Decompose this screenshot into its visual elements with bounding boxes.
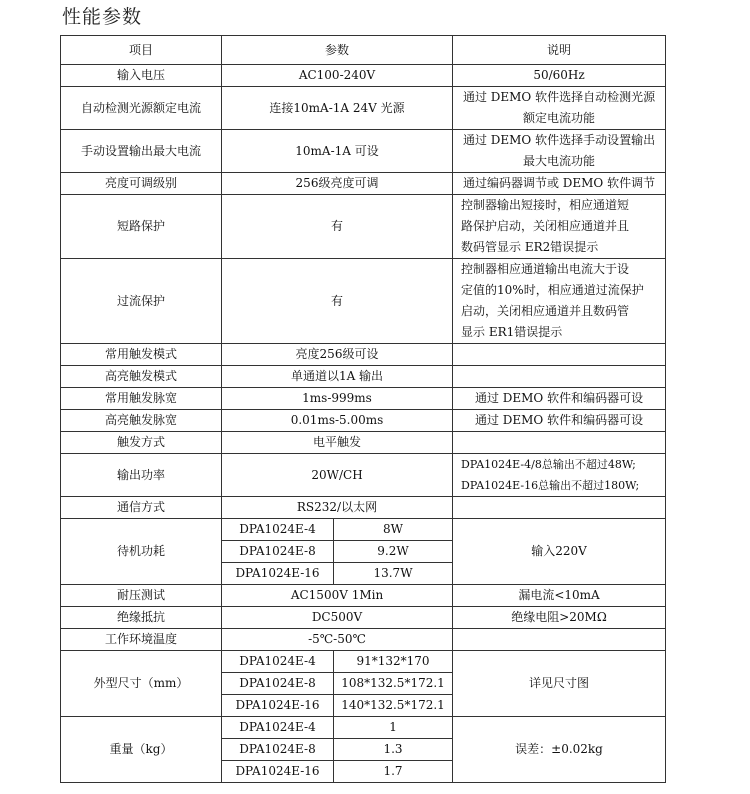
header-item: 项目 xyxy=(61,36,222,65)
row-param: DC500V xyxy=(222,607,453,629)
row-item: 自动检测光源额定电流 xyxy=(61,87,222,130)
row-item: 常用触发脉宽 xyxy=(61,388,222,410)
value-cell: 1.3 xyxy=(334,739,453,761)
table-row xyxy=(61,585,666,607)
row-param: 有 xyxy=(222,259,453,344)
row-item: 亮度可调级别 xyxy=(61,173,222,195)
table-row xyxy=(61,344,666,366)
row-param: RS232/以太网 xyxy=(222,497,453,519)
row-item: 手动设置输出最大电流 xyxy=(61,130,222,173)
model-cell: DPA1024E-4 xyxy=(222,651,334,673)
model-cell: DPA1024E-4 xyxy=(222,717,334,739)
row-param: -5℃-50℃ xyxy=(222,629,453,651)
row-desc: 通过 DEMO 软件和编码器可设 xyxy=(453,388,666,410)
row-item: 通信方式 xyxy=(61,497,222,519)
row-param: 电平触发 xyxy=(222,432,453,454)
row-item: 耐压测试 xyxy=(61,585,222,607)
model-cell: DPA1024E-8 xyxy=(222,541,334,563)
row-desc xyxy=(453,629,666,651)
row-desc xyxy=(453,366,666,388)
value-cell: 108*132.5*172.1 xyxy=(334,673,453,695)
row-desc: 通过 DEMO 软件选择自动检测光源 额定电流功能 xyxy=(453,87,666,130)
row-item: 待机功耗 xyxy=(61,519,222,585)
row-desc: 通过 DEMO 软件选择手动设置输出 最大电流功能 xyxy=(453,130,666,173)
model-cell: DPA1024E-4 xyxy=(222,519,334,541)
table-row xyxy=(61,410,666,432)
row-desc: 详见尺寸图 xyxy=(453,651,666,717)
row-item: 短路保护 xyxy=(61,195,222,259)
model-cell: DPA1024E-16 xyxy=(222,761,334,783)
table-row xyxy=(61,65,666,87)
value-cell: 1.7 xyxy=(334,761,453,783)
table-row xyxy=(61,259,666,344)
row-param: 256级亮度可调 xyxy=(222,173,453,195)
row-param: 20W/CH xyxy=(222,454,453,497)
row-param: AC100-240V xyxy=(222,65,453,87)
value-cell: 140*132.5*172.1 xyxy=(334,695,453,717)
table-row xyxy=(61,195,666,259)
table-row xyxy=(61,607,666,629)
row-desc: 控制器输出短接时，相应通道短 路保护启动，关闭相应通道并且 数码管显示 ER2错误提示 xyxy=(453,195,666,259)
row-item: 工作环境温度 xyxy=(61,629,222,651)
row-desc: 控制器相应通道输出电流大于设 定值的10%时，相应通道过流保护 启动，关闭相应通道并且数码管 显示 ER1错误提示 xyxy=(453,259,666,344)
table-row xyxy=(61,519,666,541)
spec-table xyxy=(60,35,666,783)
row-desc: 50/60Hz xyxy=(453,65,666,87)
row-item: 输入电压 xyxy=(61,65,222,87)
model-cell: DPA1024E-8 xyxy=(222,673,334,695)
page-title: 性能参数 xyxy=(62,6,143,28)
table-row xyxy=(61,388,666,410)
table-row xyxy=(61,717,666,739)
row-desc xyxy=(453,432,666,454)
row-param: 1ms-999ms xyxy=(222,388,453,410)
value-cell: 9.2W xyxy=(334,541,453,563)
row-item: 重量（kg） xyxy=(61,717,222,783)
table-row xyxy=(61,130,666,173)
header-desc: 说明 xyxy=(453,36,666,65)
row-item: 输出功率 xyxy=(61,454,222,497)
row-item: 外型尺寸（mm） xyxy=(61,651,222,717)
row-desc xyxy=(453,344,666,366)
table-row xyxy=(61,454,666,497)
row-param: AC1500V 1Min xyxy=(222,585,453,607)
row-desc: 误差：±0.02kg xyxy=(453,717,666,783)
table-row xyxy=(61,629,666,651)
table-row xyxy=(61,432,666,454)
row-desc: 通过编码器调节或 DEMO 软件调节 xyxy=(453,173,666,195)
row-item: 绝缘抵抗 xyxy=(61,607,222,629)
row-desc: 通过 DEMO 软件和编码器可设 xyxy=(453,410,666,432)
table-header-row xyxy=(61,36,666,65)
model-cell: DPA1024E-16 xyxy=(222,695,334,717)
row-item: 高亮触发脉宽 xyxy=(61,410,222,432)
row-desc xyxy=(453,497,666,519)
value-cell: 8W xyxy=(334,519,453,541)
table-row xyxy=(61,366,666,388)
table-row xyxy=(61,651,666,673)
row-desc: 输入220V xyxy=(453,519,666,585)
table-row xyxy=(61,497,666,519)
table-row xyxy=(61,173,666,195)
row-desc: 漏电流<10mA xyxy=(453,585,666,607)
value-cell: 91*132*170 xyxy=(334,651,453,673)
model-cell: DPA1024E-16 xyxy=(222,563,334,585)
header-param: 参数 xyxy=(222,36,453,65)
row-item: 触发方式 xyxy=(61,432,222,454)
table-row xyxy=(61,87,666,130)
row-item: 过流保护 xyxy=(61,259,222,344)
row-param: 有 xyxy=(222,195,453,259)
row-param: 连接10mA-1A 24V 光源 xyxy=(222,87,453,130)
value-cell: 13.7W xyxy=(334,563,453,585)
row-item: 常用触发模式 xyxy=(61,344,222,366)
row-param: 单通道以1A 输出 xyxy=(222,366,453,388)
row-desc: DPA1024E-4/8总输出不超过48W; DPA1024E-16总输出不超过180W; xyxy=(453,454,666,497)
model-cell: DPA1024E-8 xyxy=(222,739,334,761)
row-param: 亮度256级可设 xyxy=(222,344,453,366)
row-item: 高亮触发模式 xyxy=(61,366,222,388)
value-cell: 1 xyxy=(334,717,453,739)
row-param: 10mA-1A 可设 xyxy=(222,130,453,173)
row-desc: 绝缘电阻>20MΩ xyxy=(453,607,666,629)
row-param: 0.01ms-5.00ms xyxy=(222,410,453,432)
